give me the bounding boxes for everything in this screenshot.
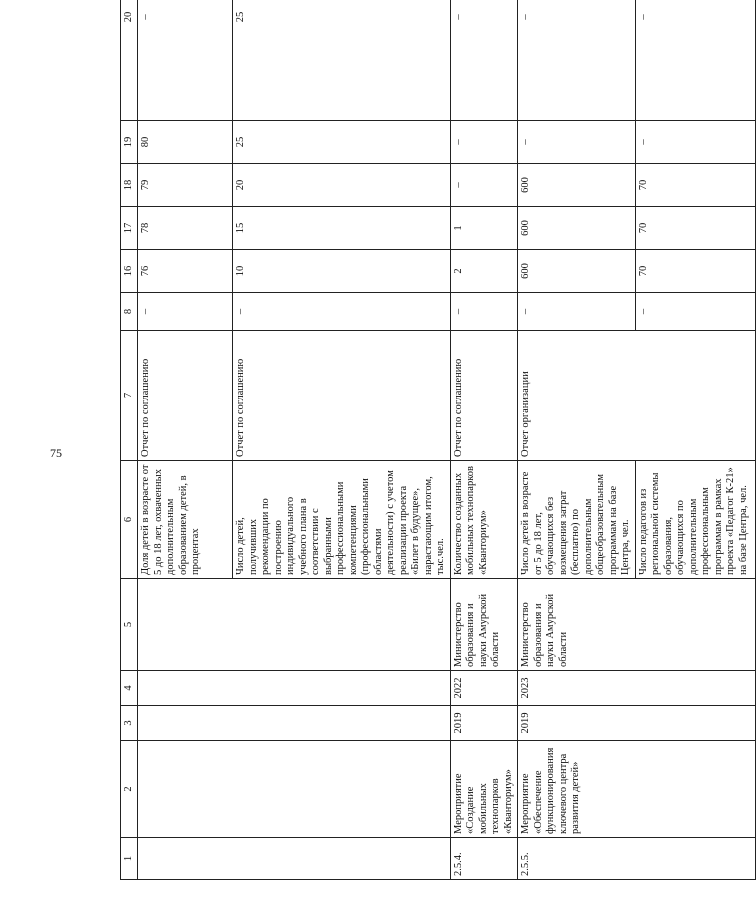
cell-value: 80 [138, 121, 233, 164]
cell-name [138, 741, 451, 838]
col-header: 3 [121, 706, 138, 741]
cell-report: Отчет по соглашению [450, 331, 518, 461]
cell-value: – [138, 293, 233, 331]
cell-indicator: Число детей, получивших рекомендации по построению индивидуального учебного плана в соответствии с выбранными профессиональными компетенциями (профессиональными областями деятельности) с учетом реализации проекта «Билет в будущее», нарастающим итогом, тыс.чел. [233, 461, 451, 579]
cell-value: 25 [233, 0, 451, 121]
cell-value: 600 [518, 164, 636, 207]
cell-value: 600 [518, 207, 636, 250]
table-body [121, 0, 756, 880]
col-header: 6 [121, 461, 138, 579]
col-header: 16 [121, 250, 138, 293]
cell-num: 2.5.4. [450, 838, 518, 880]
col-header: 5 [121, 579, 138, 671]
cell-name: Мероприятие «Создание мобильных технопарков «Кванториум» [450, 741, 518, 838]
cell-value: 78 [138, 207, 233, 250]
cell-value: 70 [635, 250, 755, 293]
table-row [518, 0, 636, 880]
cell-value: – [635, 0, 755, 121]
cell-value: – [450, 164, 518, 207]
cell-value: – [450, 293, 518, 331]
cell-indicator: Количество созданных мобильных технопарков «Кванториум» [450, 461, 518, 579]
col-header: 17 [121, 207, 138, 250]
cell-value: – [518, 121, 636, 164]
cell-report: Отчет по соглашению [233, 331, 451, 461]
col-header: 20 [121, 0, 138, 121]
col-header: 7 [121, 331, 138, 461]
cell-value: 70 [635, 207, 755, 250]
cell-year-start: 2019 [450, 706, 518, 741]
page-number: 75 [50, 446, 62, 460]
cell-value: 79 [138, 164, 233, 207]
cell-value: – [635, 121, 755, 164]
rotated-page [90, 0, 749, 905]
cell-year-end: 2022 [450, 671, 518, 706]
table-row [138, 0, 233, 880]
cell-name: Мероприятие «Обеспечение функционирования ключевого центра развития детей» [518, 741, 756, 838]
cell-indicator: Число детей в возрасте от 5 до 18 лет, обучающихся без возмещения затрат (бесплатно) по дополнительным общеобразовательным программам на базе Центра, чел. [518, 461, 636, 579]
cell-year-end: 2023 [518, 671, 756, 706]
cell-value: 10 [233, 250, 451, 293]
col-header: 19 [121, 121, 138, 164]
col-header: 4 [121, 671, 138, 706]
cell-executor: Министерство образования и науки Амурской области [450, 579, 518, 671]
cell-value: 20 [233, 164, 451, 207]
cell-report: Отчет по соглашению [138, 331, 233, 461]
cell-value: – [518, 0, 636, 121]
cell-value: 600 [518, 250, 636, 293]
cell-value: 15 [233, 207, 451, 250]
table-row [450, 0, 518, 880]
cell-value: 76 [138, 250, 233, 293]
column-number-row [121, 0, 138, 880]
cell-report: Отчет организации [518, 331, 756, 461]
cell-value: 25 [233, 121, 451, 164]
cell-year-end [138, 671, 451, 706]
cell-value: – [518, 293, 636, 331]
cell-value: – [138, 0, 233, 121]
cell-value: 2 [450, 250, 518, 293]
cell-value: – [450, 0, 518, 121]
cell-num: 2.5.5. [518, 838, 756, 880]
col-header: 1 [121, 838, 138, 880]
cell-executor [138, 579, 451, 671]
program-table [120, 0, 756, 880]
col-header: 2 [121, 741, 138, 838]
cell-value: – [450, 121, 518, 164]
cell-year-start: 2019 [518, 706, 756, 741]
cell-value: 70 [635, 164, 755, 207]
cell-num [138, 838, 451, 880]
col-header: 8 [121, 293, 138, 331]
cell-executor: Министерство образования и науки Амурской области [518, 579, 756, 671]
cell-indicator: Число педагогов из региональной системы образования, обучающихся по дополнительным профессиональным программам в рамках проекта «Педагог К-21» на базе Центра, чел. [635, 461, 755, 579]
cell-value: – [233, 293, 451, 331]
cell-year-start [138, 706, 451, 741]
cell-value: – [635, 293, 755, 331]
cell-indicator: Доля детей в возрасте от 5 до 18 лет, охваченных дополнительным образованием детей, в процентах [138, 461, 233, 579]
cell-value: 1 [450, 207, 518, 250]
col-header: 18 [121, 164, 138, 207]
